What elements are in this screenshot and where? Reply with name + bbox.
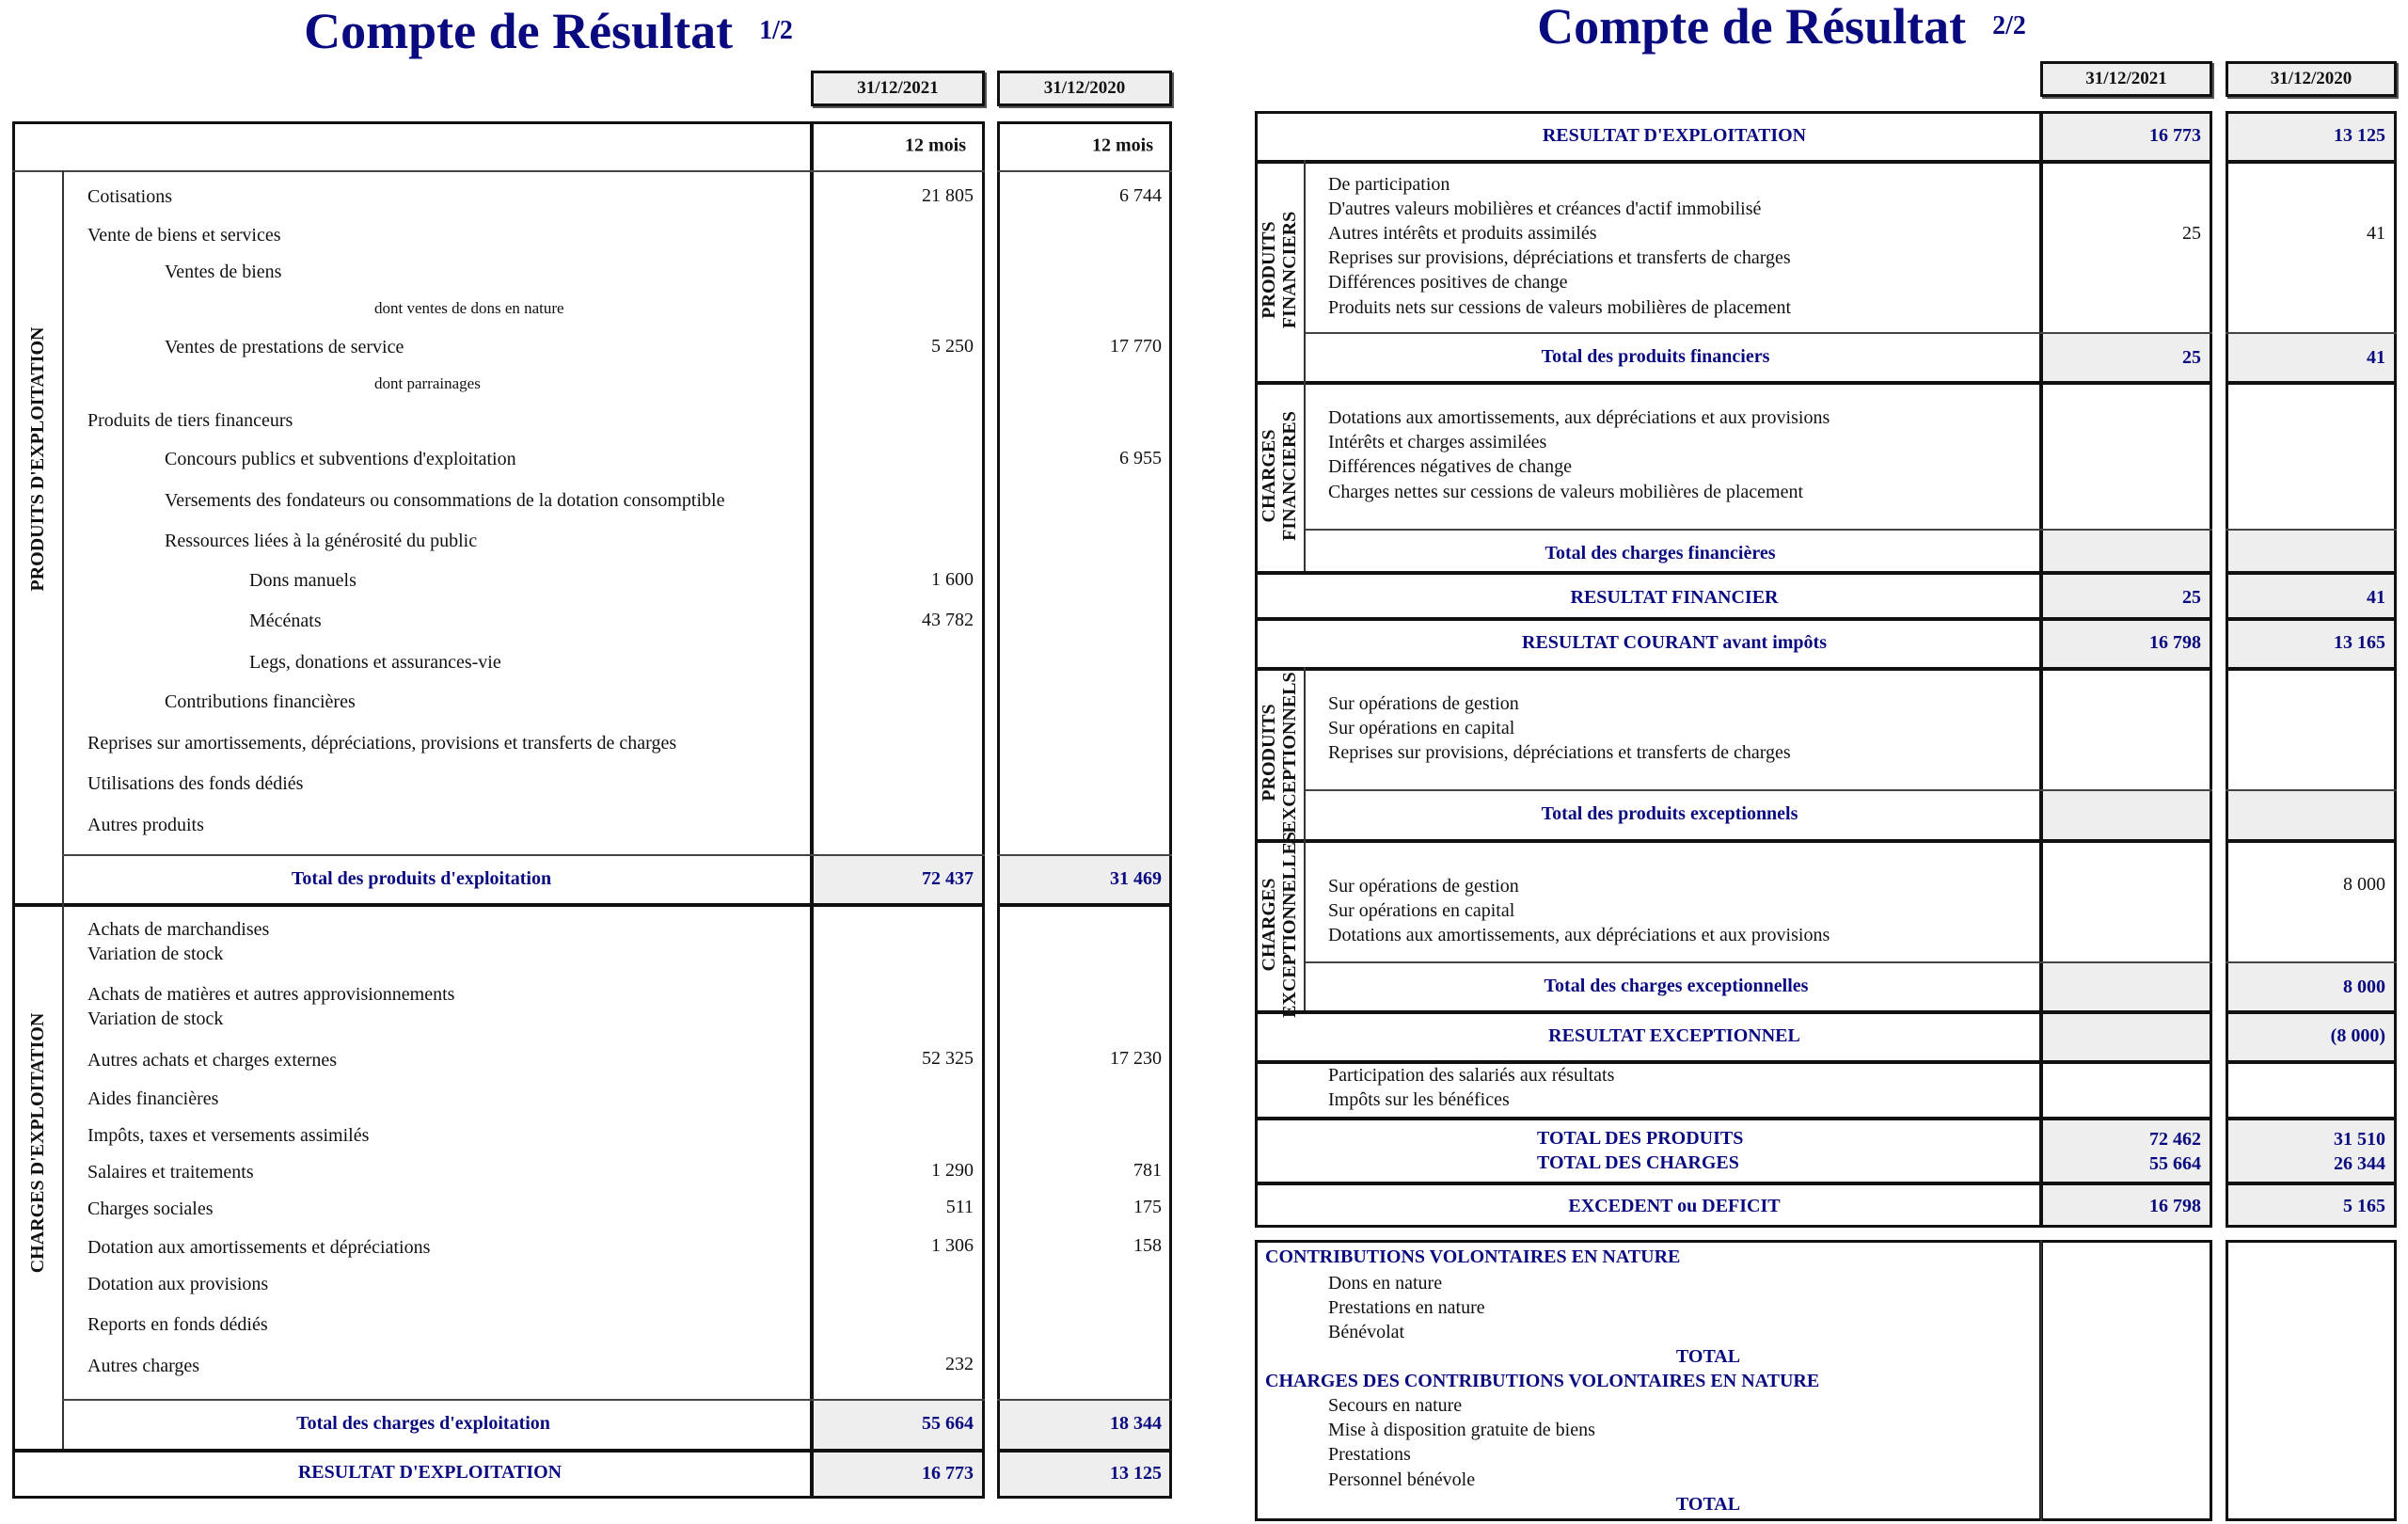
section-label-produits-financiers	[1259, 212, 1300, 328]
line-item-label: De participation	[1328, 174, 1450, 195]
line-item-label: Différences négatives de change	[1328, 456, 1572, 477]
line-item-value-2020: 17 230	[1110, 1048, 1162, 1069]
section-divider	[1255, 1010, 2212, 1014]
line-item-label: Reprises sur amortissements, dépréciations, provisions et transferts de charges	[87, 733, 677, 754]
total-divider-2020	[2226, 789, 2397, 791]
section-divider-2020	[2226, 571, 2397, 575]
section-label-line: FINANCIERS	[1279, 211, 1300, 329]
total-produits-label: Total des produits d'exploitation	[291, 868, 552, 889]
section-divider	[1255, 1182, 2212, 1185]
col-2020-frame	[997, 121, 1172, 1499]
excedent-deficit-2020: 5 165	[2343, 1196, 2385, 1216]
section-label-line: CHARGES	[1259, 429, 1279, 523]
contributions-total: TOTAL	[1675, 1346, 1741, 1367]
section-divider-2020	[2226, 1060, 2397, 1064]
line-item-label: Ventes de prestations de service	[165, 337, 404, 357]
line-item-value-2020: 781	[1133, 1160, 1162, 1181]
total-charges-divider	[62, 1399, 985, 1401]
line-item-label: Variation de stock	[87, 944, 224, 964]
page-title	[304, 2, 793, 60]
contributions-heading: CONTRIBUTIONS VOLONTAIRES EN NATURE	[1265, 1246, 1681, 1267]
section-divider	[1255, 839, 2212, 843]
total-charges-2021: 55 664	[2149, 1153, 2201, 1174]
line-item-label: Achats de marchandises	[87, 919, 270, 940]
line-item-label: Reprises sur provisions, dépréciations et transferts de charges	[1328, 742, 1791, 763]
line-item-label: Dotations aux amortissements, aux dépréciations et aux provisions	[1328, 925, 1830, 945]
section-divider	[1255, 381, 2212, 385]
section-divider-2020	[2226, 1010, 2397, 1014]
resultat-financier-2020: 41	[2367, 587, 2385, 608]
contributions-col-divider	[2040, 1240, 2042, 1521]
charges-contributions-heading: CHARGES DES CONTRIBUTIONS VOLONTAIRES EN NATURE	[1265, 1371, 1820, 1391]
total-produits-2020: 31 469	[1110, 868, 1162, 889]
total-divider-2020	[2226, 529, 2397, 531]
total-produits-2021: 72 462	[2149, 1129, 2201, 1150]
line-item-label: Achats de matières et autres approvisionnements	[87, 984, 455, 1005]
section-label-charges-exceptionnelles	[1259, 832, 1300, 1018]
total-charges-label: TOTAL DES CHARGES	[1537, 1152, 1739, 1173]
charges-contributions-total: TOTAL	[1675, 1494, 1741, 1515]
section-label-produits-exceptionnels	[1259, 672, 1300, 833]
date-header-2020: 31/12/2020	[997, 71, 1172, 106]
line-item-value-2020: 8 000	[2343, 874, 2385, 895]
resultat-exploitation-2021: 16 773	[922, 1463, 974, 1484]
total-produits-divider	[62, 854, 985, 856]
line-item-label: Sur opérations de gestion	[1328, 876, 1519, 897]
section-divider	[1255, 617, 2212, 621]
total-produits-label: TOTAL DES PRODUITS	[1537, 1128, 1744, 1149]
resultat-exploitation-2021: 16 773	[2149, 125, 2201, 146]
line-item-label: Intérêts et charges assimilées	[1328, 432, 1547, 452]
section-label-divider	[62, 170, 64, 1449]
line-item-value-2020: 17 770	[1110, 336, 1162, 357]
total-produits-financiers-2020: 41	[2367, 347, 2385, 368]
line-item-label: Mécénats	[249, 611, 322, 631]
line-item-label: Charges sociales	[87, 1199, 214, 1219]
section-divider	[1255, 160, 2212, 164]
line-item-value-2020: 41	[2367, 223, 2385, 244]
section-divider-2020	[2226, 839, 2397, 843]
section-label-line: FINANCIERES	[1279, 411, 1300, 541]
duration-2020: 12 mois	[1092, 135, 1153, 156]
line-item-value-2020: 6 955	[1119, 448, 1162, 468]
line-item-value-2021: 43 782	[922, 610, 974, 630]
resultat-courant-2021: 16 798	[2149, 632, 2201, 653]
charges-contribution-item: Personnel bénévole	[1328, 1469, 1476, 1490]
charges-contribution-item: Mise à disposition gratuite de biens	[1328, 1420, 1595, 1440]
resultat-exceptionnel-label: RESULTAT EXCEPTIONNEL	[1548, 1025, 1800, 1046]
total-produits-exceptionnels-label: Total des produits exceptionnels	[1541, 803, 1798, 824]
total-produits-divider-2020	[997, 854, 1172, 856]
line-item-label: Reports en fonds dédiés	[87, 1314, 268, 1335]
line-item-label: Produits nets sur cessions de valeurs mobilières de placement	[1328, 297, 1792, 318]
title-text: Compte de Résultat	[304, 3, 734, 59]
line-item-value-2021: 21 805	[922, 185, 974, 206]
section-divider	[1255, 571, 2212, 575]
line-item-value-2021: 1 290	[931, 1160, 974, 1181]
line-item-label: Sur opérations en capital	[1328, 718, 1515, 738]
line-item-label: Autres charges	[87, 1356, 200, 1376]
contributions-col-2020	[2226, 1240, 2397, 1521]
title-text: Compte de Résultat	[1537, 0, 1967, 55]
line-item-label: D'autres valeurs mobilières et créances d'actif immobilisé	[1328, 198, 1762, 219]
line-item-label: Vente de biens et services	[87, 225, 281, 246]
line-item-label: Dotation aux provisions	[87, 1274, 269, 1294]
section-divider-2020	[2226, 381, 2397, 385]
line-item-value-2021: 1 306	[931, 1235, 974, 1256]
total-divider	[1304, 332, 2212, 334]
section-divider-2020	[997, 903, 1172, 907]
section-label-produits-exploitation	[27, 327, 48, 592]
total-produits-financiers-2021: 25	[2182, 347, 2201, 368]
resultat-courant-2020: 13 165	[2334, 632, 2385, 653]
line-item-label: Différences positives de change	[1328, 272, 1568, 293]
contribution-item: Bénévolat	[1328, 1322, 1405, 1342]
line-item-label: Dotation aux amortissements et dépréciations	[87, 1237, 431, 1258]
line-item-value-2020: 6 744	[1119, 185, 1162, 206]
date-header-2021: 31/12/2021	[2040, 61, 2212, 97]
line-item-label: Sur opérations en capital	[1328, 900, 1515, 921]
section-label-line: PRODUITS D'EXPLOITATION	[27, 326, 48, 592]
resultat-exploitation-label: RESULTAT D'EXPLOITATION	[1542, 125, 1807, 146]
resultat-exceptionnel-2020: (8 000)	[2330, 1025, 2385, 1046]
contribution-item: Prestations en nature	[1328, 1297, 1485, 1318]
line-item-label: Versements des fondateurs ou consommations de la dotation consomptible	[165, 490, 725, 511]
section-label-divider	[1304, 667, 1306, 1010]
resultat-financier-2021: 25	[2182, 587, 2201, 608]
section-label-line: EXCEPTIONNELS	[1279, 672, 1300, 833]
line-item-label: Autres achats et charges externes	[87, 1050, 338, 1071]
line-item-label: Dons manuels	[249, 570, 356, 591]
section-label-line: PRODUITS	[1259, 221, 1279, 319]
line-item-label: dont ventes de dons en nature	[374, 299, 564, 317]
contribution-item: Dons en nature	[1328, 1273, 1443, 1294]
section-divider-2020	[2226, 1182, 2397, 1185]
line-item-label: Utilisations des fonds dédiés	[87, 773, 304, 794]
line-item-value-2021: 25	[2182, 223, 2201, 244]
total-divider-2020	[2226, 332, 2397, 334]
section-divider-2020	[2226, 160, 2397, 164]
total-produits-2021: 72 437	[922, 868, 974, 889]
line-item-label: Produits de tiers financeurs	[87, 410, 293, 431]
section-divider-2020	[2226, 667, 2397, 671]
section-label-charges-financieres	[1259, 411, 1300, 541]
total-charges-2020: 18 344	[1110, 1413, 1162, 1434]
line-item-label: Legs, donations et assurances-vie	[249, 652, 501, 673]
line-item-label: Impôts, taxes et versements assimilés	[87, 1125, 370, 1146]
date-header-2020: 31/12/2020	[2226, 61, 2397, 97]
line-item-label: Variation de stock	[87, 1008, 224, 1029]
total-charges-divider-2020	[997, 1399, 1172, 1401]
total-charges-exceptionnelles-2020: 8 000	[2343, 976, 2385, 997]
line-item-value-2021: 1 600	[931, 569, 974, 590]
section-divider-2020	[2226, 1117, 2397, 1120]
total-charges-financieres-label: Total des charges financières	[1545, 543, 1776, 564]
section-label-line: EXCEPTIONNELLES	[1279, 832, 1300, 1018]
line-item-label: Ventes de biens	[165, 262, 282, 282]
total-divider	[1304, 961, 2212, 963]
line-item-label: Ressources liées à la générosité du public	[165, 531, 478, 551]
line-item-label: Aides financières	[87, 1088, 219, 1109]
line-item-label: Contributions financières	[165, 691, 356, 712]
line-item-label: Autres produits	[87, 815, 204, 835]
page-title	[1537, 0, 2026, 56]
resultat-courant-label: RESULTAT COURANT avant impôts	[1522, 632, 1827, 653]
line-item-value-2021: 232	[945, 1354, 974, 1374]
total-divider	[1304, 529, 2212, 531]
total-charges-2021: 55 664	[922, 1413, 974, 1434]
line-item-label: Charges nettes sur cessions de valeurs mobilières de placement	[1328, 482, 1804, 502]
section-label-line: CHARGES D'EXPLOITATION	[27, 1012, 48, 1274]
header-divider	[12, 170, 985, 172]
date-header-2021: 31/12/2021	[811, 71, 985, 106]
section-label-line: PRODUITS	[1259, 704, 1279, 802]
line-item-label: Impôts sur les bénéfices	[1328, 1089, 1510, 1110]
line-item-value-2021: 5 250	[931, 336, 974, 357]
line-item-value-2021: 511	[945, 1197, 974, 1217]
resultat-exploitation-2020: 13 125	[2334, 125, 2385, 146]
header-divider-2020	[997, 170, 1172, 172]
section-label-line: CHARGES	[1259, 878, 1279, 972]
total-charges-label: Total des charges d'exploitation	[296, 1413, 550, 1434]
line-item-label: dont parrainages	[374, 374, 481, 392]
total-produits-2020: 31 510	[2334, 1129, 2385, 1150]
page-indicator: 1/2	[759, 16, 793, 45]
line-item-label: Sur opérations de gestion	[1328, 693, 1519, 714]
line-item-label: Salaires et traitements	[87, 1162, 254, 1183]
resultat-financier-label: RESULTAT FINANCIER	[1570, 587, 1779, 608]
duration-2021: 12 mois	[905, 135, 966, 156]
total-charges-exceptionnelles-label: Total des charges exceptionnelles	[1544, 976, 1809, 996]
resultat-divider	[12, 1449, 985, 1453]
total-produits-financiers-label: Total des produits financiers	[1541, 346, 1770, 367]
line-item-value-2020: 175	[1133, 1197, 1162, 1217]
total-divider	[1304, 789, 2212, 791]
line-item-label: Autres intérêts et produits assimilés	[1328, 223, 1597, 244]
line-item-label: Reprises sur provisions, dépréciations et transferts de charges	[1328, 247, 1791, 268]
section-divider	[1255, 667, 2212, 671]
line-item-label: Cotisations	[87, 186, 173, 207]
resultat-exploitation-2020: 13 125	[1110, 1463, 1162, 1484]
excedent-deficit-label: EXCEDENT ou DEFICIT	[1568, 1196, 1781, 1216]
resultat-divider-2020	[997, 1449, 1172, 1453]
page-indicator: 2/2	[1992, 11, 2026, 40]
charges-contribution-item: Secours en nature	[1328, 1395, 1463, 1416]
charges-contribution-item: Prestations	[1328, 1444, 1411, 1465]
total-divider-2020	[2226, 961, 2397, 963]
line-item-label: Dotations aux amortissements, aux dépréciations et aux provisions	[1328, 407, 1830, 428]
contributions-col-2021	[2040, 1240, 2212, 1521]
total-charges-2020: 26 344	[2334, 1153, 2385, 1174]
section-divider-2020	[2226, 617, 2397, 621]
section-divider	[12, 903, 985, 907]
resultat-exploitation-label: RESULTAT D'EXPLOITATION	[297, 1462, 562, 1483]
section-divider	[1255, 1117, 2212, 1120]
line-item-label: Concours publics et subventions d'exploitation	[165, 449, 516, 469]
line-item-value-2020: 158	[1133, 1235, 1162, 1256]
col-2021-frame	[811, 121, 985, 1499]
line-item-label: Participation des salariés aux résultats	[1328, 1065, 1615, 1086]
section-label-divider	[1304, 160, 1306, 571]
excedent-deficit-2021: 16 798	[2149, 1196, 2201, 1216]
section-label-charges-exploitation	[27, 1013, 48, 1274]
line-item-value-2021: 52 325	[922, 1048, 974, 1069]
